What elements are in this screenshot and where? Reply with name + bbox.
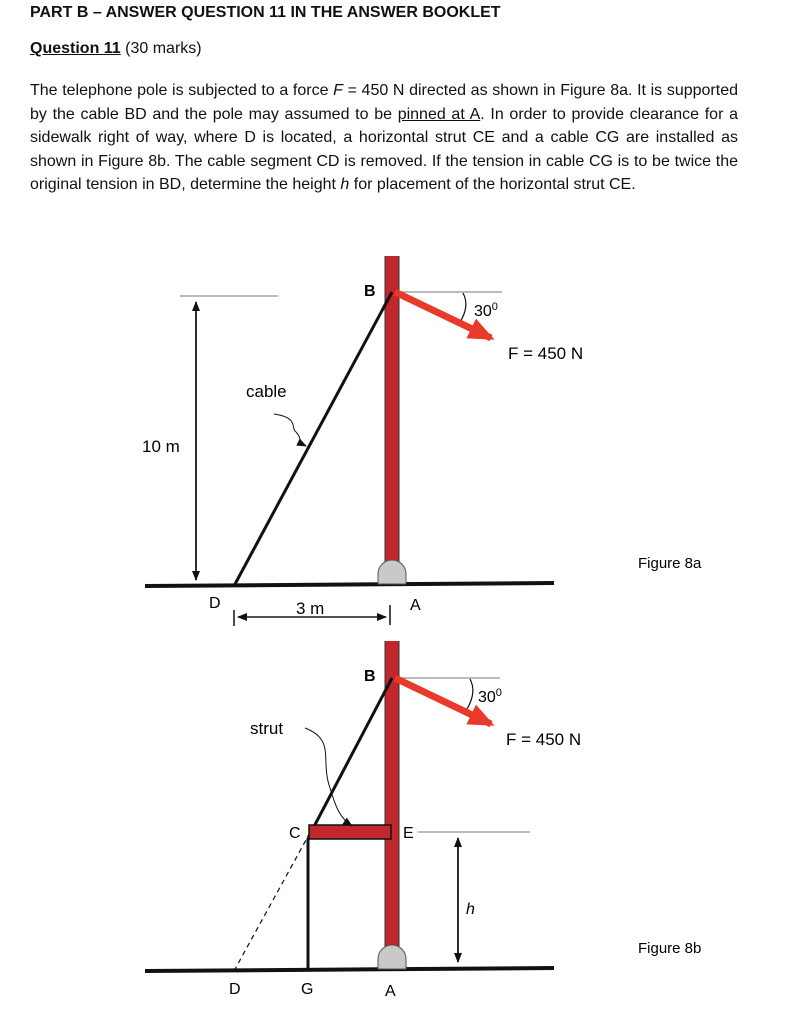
cable-label-8a: cable [246, 382, 287, 401]
label-h-8b: h [466, 901, 475, 918]
cable-pointer-8a [274, 414, 306, 446]
force-label-8b: F = 450 N [506, 730, 582, 749]
force-variable: F [333, 82, 343, 99]
span-label-8a: 3 m [296, 599, 325, 618]
strut-pointer-8b [305, 728, 352, 826]
figure-8b [145, 641, 701, 1000]
section-heading: PART B – ANSWER QUESTION 11 IN THE ANSWER BOOKLET [30, 4, 501, 21]
problem-text-4: for placement of the horizontal strut CE. [349, 176, 636, 193]
ground-line-8b [145, 968, 554, 971]
label-a-8a: A [410, 597, 421, 614]
force-label-8a: F = 450 N [508, 344, 584, 363]
pinned-phrase: pinned at A [397, 105, 481, 123]
angle-label-8a: $30^0$ [474, 301, 498, 320]
label-b-8a: B [364, 283, 376, 300]
label-e-8b: E [403, 825, 414, 842]
caption-8a: Figure 8a [638, 555, 702, 572]
strut-ce-8b [309, 825, 391, 839]
label-g-8b: G [301, 981, 314, 998]
ground-line-8a [145, 583, 554, 586]
label-d-8a: D [209, 595, 221, 612]
removed-cable-cd-8b [234, 840, 306, 971]
label-c-8b: C [289, 825, 301, 842]
height-label-8a: 10 m [142, 437, 180, 456]
question-label: Question 11 [30, 40, 121, 57]
caption-8b: Figure 8b [638, 940, 702, 957]
label-b-8b: B [364, 668, 376, 685]
height-variable: h [340, 176, 350, 193]
angle-arc-8b [467, 679, 473, 709]
question-marks: (30 marks) [120, 40, 202, 57]
cable-bd-8a [234, 292, 392, 586]
angle-label-8b: $30^0$ [478, 687, 502, 706]
figure-8a [142, 256, 702, 626]
label-d-8b: D [229, 981, 241, 998]
problem-text-1: The telephone pole is subjected to a force [30, 82, 334, 99]
force-arrow-8b [395, 678, 491, 724]
pin-support-8a [378, 560, 406, 584]
angle-arc-8a [460, 293, 466, 322]
label-a-8b: A [385, 983, 396, 1000]
problem-text-2: = 450 N directed as shown in Figure 8a. It is supported by the cable BD and the pole may assumed to be [30, 82, 738, 123]
strut-label-8b: strut [250, 719, 284, 738]
problem-text-3: . In order to provide clearance for a sidewalk right of way, where D is located, a horizontal strut CE and a cable CG are installed as shown in Figure 8b. The cable segment CD is removed. If the tension in cable CG is to be twice the original tension in BD, determine the height [30, 105, 738, 193]
cable-bc-8b [308, 678, 392, 838]
pin-support-8b [378, 945, 406, 969]
